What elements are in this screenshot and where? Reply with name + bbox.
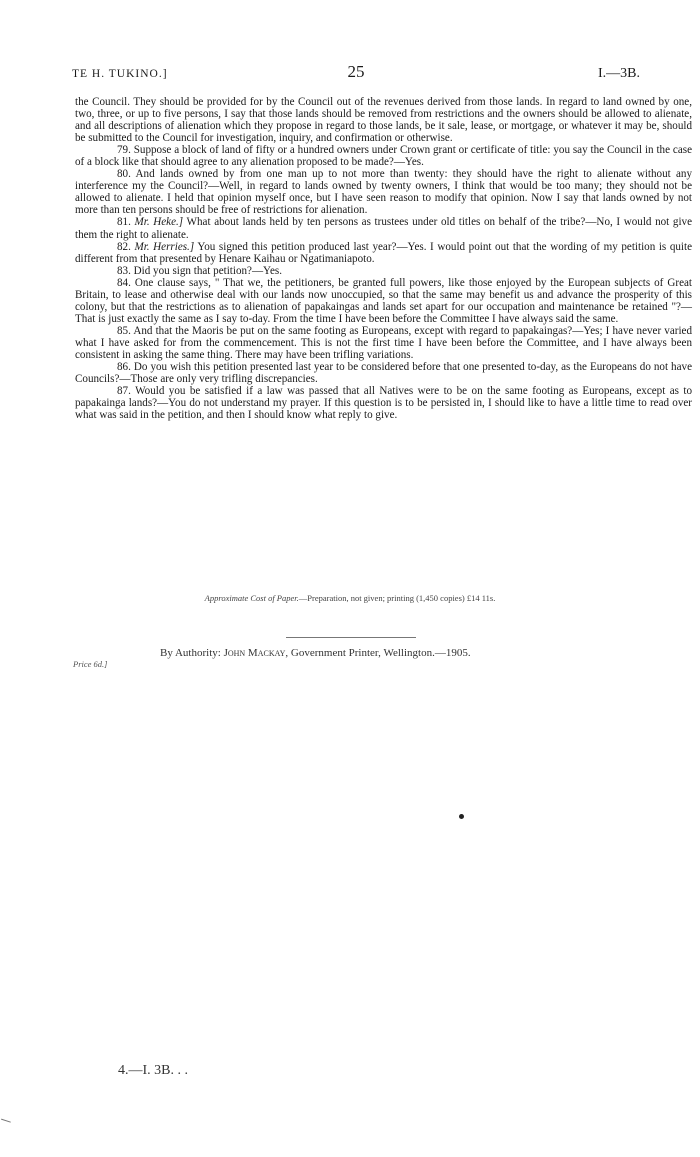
cost-label: Approximate Cost of Paper. (204, 593, 299, 603)
paragraph-q83: 83. Did you sign that petition?—Yes. (117, 264, 282, 277)
paragraph-continuation: the Council. They should be provided for by the Council out of the revenues derived from those lands. In regard to land owned by one, two, three, or up to five persons, I say that those lands should be removed from restrictions and the owners should be allowed to alienate, and all descriptions of alienation which they propose in regard to those lands, be it sale, lease, or mortgage, or whatever it may be, should be submitted to the Council for investigation, inquiry, and confirmation or otherwise. (75, 96, 692, 145)
ink-spot (459, 814, 464, 819)
authority-prefix: By Authority: (160, 647, 221, 659)
body-text (75, 96, 692, 421)
paragraph-q85: 85. And that the Maoris be put on the same footing as Europeans, except with regard to papakaingas?—Yes; I have never varied what I have asked for from the commencement. This is not the first time I have been before the Committee, and I have always been consistent in asking the same thing. There may have been trifling variations. (75, 324, 692, 361)
paragraph-q86: 86. Do you wish this petition presented last year to be considered before that one presented to-day, as the Europeans do not have Councils?—Those are only very trifling discrepancies. (75, 361, 692, 386)
paragraph-q87: 87. Would you be satisfied if a law was passed that all Natives were to be on the same footing as Europeans, except as to papakainga lands?—You do not understand my prayer. If this question is to be persisted in, I should like to have a little time to read over what was said in the petition, and then I should know what reply to give. (75, 385, 692, 422)
paragraph-q81-text: What about lands held by ten persons as trustees under old titles on behalf of the tribe?—No, I would not give them the right to alienate. (75, 216, 692, 241)
printer-name: John Mackay, (223, 647, 289, 659)
footer-signature-mark: 4.—I. 3B. . . (118, 1063, 188, 1078)
paragraph-q81: 81. Mr. Heke.] What about lands held by ten persons as trustees under old titles on behalf of the tribe?—No, I would not give them the right to alienate. (75, 216, 692, 241)
paragraph-q82-text: You signed this petition produced last year?—Yes. I would point out that the wording of my petition is quite different from that presented by Henare Kaihau or Ngatimaniapoto. (75, 240, 693, 265)
header-paper-reference: I.—3B. (598, 66, 640, 81)
speaker-heke: Mr. Heke.] (134, 216, 184, 229)
paragraph-q80: 80. And lands owned by from one man up to not more than twenty: they should have the right to alienate without any interference my the Council?—Well, in regard to lands owned by twenty owners, I think that would be too many; they should not be allowed to alienate. I held that opinion myself once, but I have seen reason to modify that opinion. Now I say that lands owned by not more than ten persons should be free of restrictions for alienation. (75, 168, 692, 217)
paragraph-q82: 82. Mr. Herries.] You signed this petition produced last year?—Yes. I would point out that the wording of my petition is quite different from that presented by Henare Kaihau or Ngatimaniapoto. (75, 240, 693, 265)
paragraph-q79: 79. Suppose a block of land of fifty or a hundred owners under Crown grant or certificate of title: you say the Council in the case of a block like that should agree to any alienation proposed to be made?—Yes. (75, 144, 692, 169)
paragraph-q84: 84. One clause says, " That we, the petitioners, be granted full powers, like those enjoyed by the European subjects of Great Britain, to lease and otherwise deal with our lands now unoccupied, so that the same may benefit us and advance the prosperity of this colony, but that the restrictions as to alienation of papakaingas and lands set apart for our occupation and maintenance be retained "?—That is just exactly the same as I say to-day. From the time I have been before the Committee I have always said the same. (75, 276, 692, 325)
header-page-number: 25 (347, 62, 365, 81)
speaker-herries: Mr. Herries.] (134, 240, 195, 253)
cost-text: —Preparation, not given; printing (1,450 copies) £14 11s. (298, 593, 496, 603)
page-header (72, 64, 640, 84)
cost-of-paper-line (0, 593, 700, 603)
corner-scan-mark (0, 1119, 11, 1129)
authority-suffix: Government Printer, Wellington.—1905. (290, 647, 471, 659)
divider-rule (286, 637, 416, 638)
price-note: Price 6d.] (73, 659, 108, 669)
header-witness-name: TE H. TUKINO.] (72, 68, 168, 80)
authority-line (160, 647, 471, 659)
